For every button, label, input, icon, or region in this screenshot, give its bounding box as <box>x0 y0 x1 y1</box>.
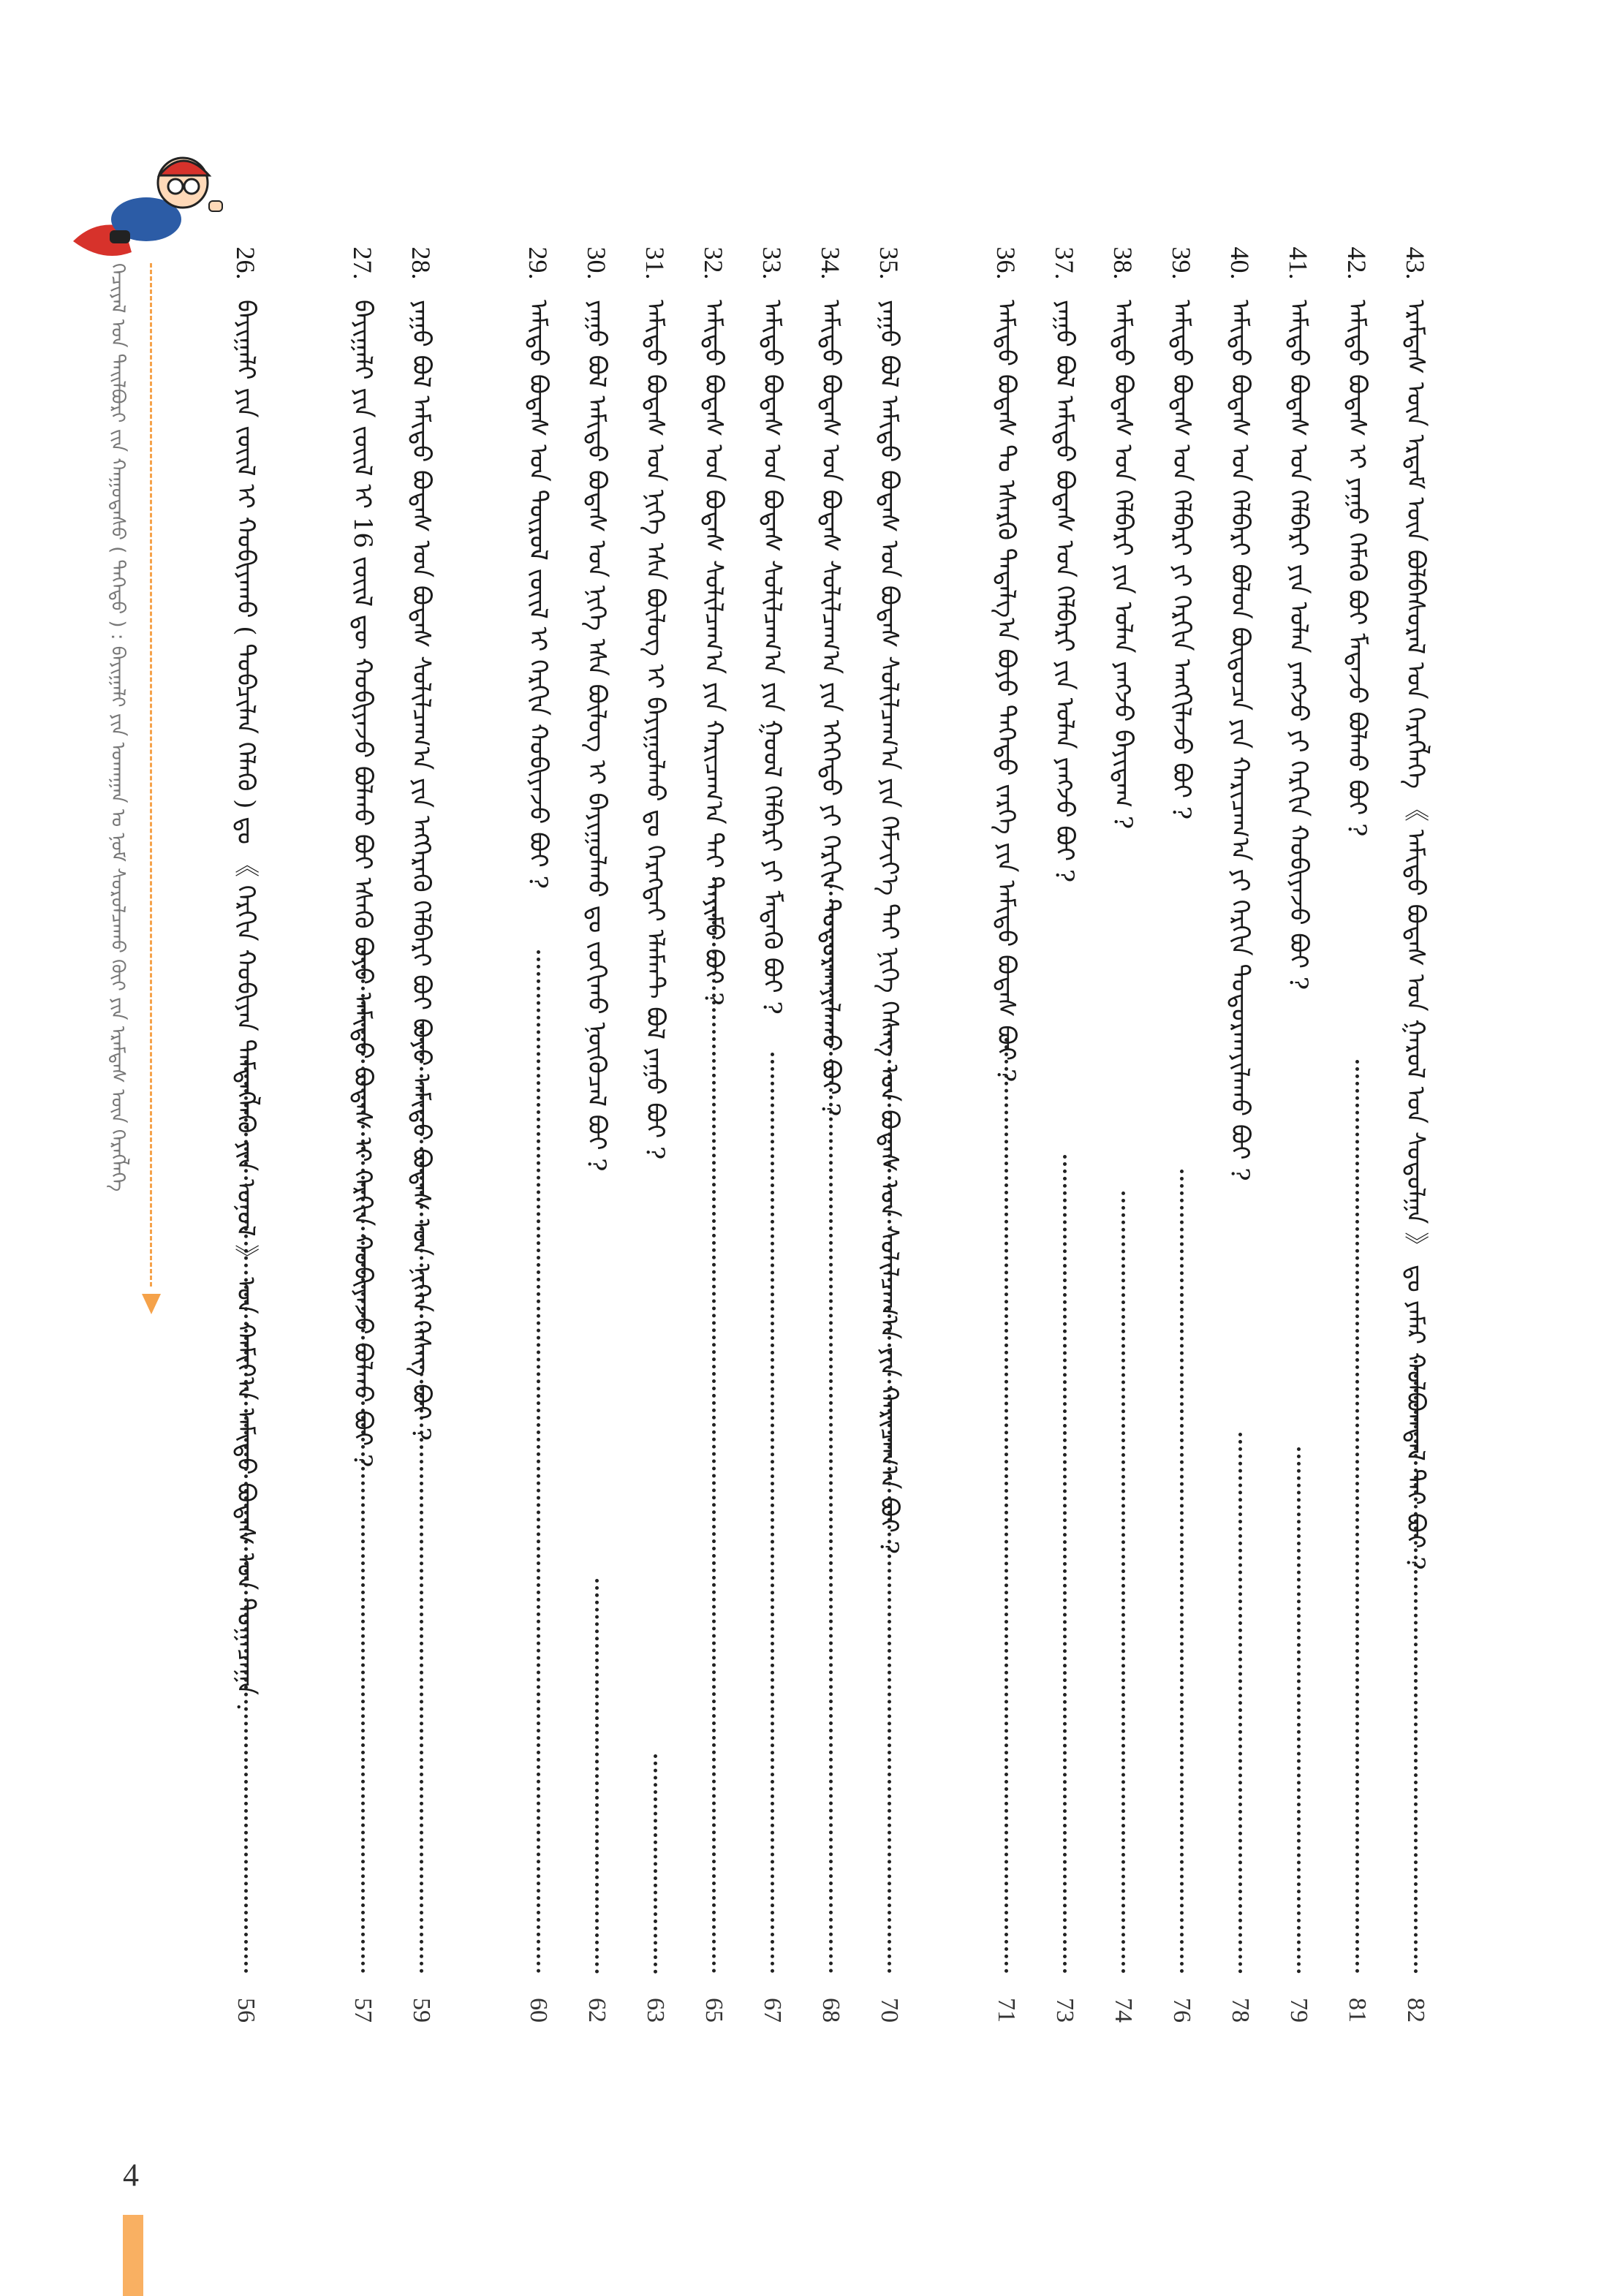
toc-entry-page: 65 <box>700 1998 727 2023</box>
toc-leader-dots <box>244 1060 248 1974</box>
toc-entry-number: 42. <box>1342 246 1372 280</box>
toc-leader-dots <box>1121 1191 1125 1974</box>
accent-tab <box>123 2215 143 2296</box>
toc-entry-title: ᠠᠮᠢᠳᠤ ᠪᠣᠳᠠᠰ ᠤᠨ ᠪᠣᠳᠠᠰ ᠰᠣᠯᠢᠯᠴᠠᠭ᠎ᠠ ᠶᠢᠨ ᠭᠣᠣᠯ ᠬᠡᠯᠪᠡᠷᠢ ᠶᠢ ᠮᠡᠳᠡᠬᠦ ᠪᠤᠢ ? <box>757 300 787 1015</box>
toc-entry-title: ᠠᠮᠢᠳᠤ ᠪᠣᠳᠠᠰ ᠤᠨ ᠪᠣᠳᠠᠰ ᠰᠣᠯᠢᠯᠴᠠᠭ᠎ᠠ ᠶᠢᠨ ᠬᠠᠷᠢᠴᠠᠭ᠎ᠠ ᠲᠠᠢ ᠲᠡᠶᠢᠮᠦ ᠪᠤᠢ ? <box>699 300 728 1006</box>
toc-entry-page: 82 <box>1402 1998 1429 2023</box>
toc-entry-number: 32. <box>699 246 728 280</box>
toc-entry-title: ᠶᠠᠭᠤ ᠪᠣᠯ ᠠᠮᠢᠳᠤ ᠪᠣᠳᠠᠰ ᠤᠨ ᠬᠡᠯᠪᠡᠷᠢ ᠶᠢᠨ ᠣᠯᠠᠨ ᠶᠠᠩᠵᠤ ᠪᠤᠢ ? <box>1050 300 1079 883</box>
toc-entry-page: 63 <box>642 1998 669 2023</box>
toc-entry-title: ᠠᠮᠢᠳᠤ ᠪᠣᠳᠠᠰ ᠲᠤ ᠡᠰᠡᠷᠭᠦ ᠲᠠᠲᠠᠯᠭ᠎ᠠ ᠪᠤᠶᠤ ᠳᠡᠭᠡᠳᠦ ᠵᠡᠷᠭᠡ ᠶᠢᠨ ᠠᠮᠢᠳᠤ ᠪᠣᠳᠠᠰ ᠪᠤᠢ ? <box>991 300 1021 1083</box>
toc-entry-title: ᠠᠮᠢᠳᠤ ᠪᠣᠳᠠᠰ ᠤᠨ ᠬᠡᠯᠪᠡᠷᠢ ᠶᠢ ᠬᠡᠷᠬᠢᠨ ᠠᠩᠭᠢᠯᠠᠵᠤ ᠪᠤᠢ ? <box>1167 300 1196 820</box>
toc-entry[interactable] <box>1275 241 1322 2032</box>
toc-entry-page: 74 <box>1110 1998 1137 2023</box>
toc-entry-page: 59 <box>408 1998 435 2023</box>
toc-entry-page: 79 <box>1285 1998 1312 2023</box>
toc-entry[interactable] <box>1100 241 1146 2032</box>
toc-leader-dots <box>712 877 716 1974</box>
toc-entry[interactable] <box>1392 241 1439 2032</box>
toc-leader-dots <box>1063 1155 1067 1974</box>
toc-leader-dots <box>361 950 365 1974</box>
toc-entry[interactable] <box>515 241 561 2032</box>
toc-entry-title: ᠶᠠᠭᠤ ᠪᠣᠯ ᠠᠮᠢᠳᠤ ᠪᠣᠳᠠᠰ ᠤᠨ ᠨᠢᠭᠡ ᠡᠰᠡ ᠪᠦᠯᠦᠭ ᠢ ᠪᠠᠶᠢᠭᠤᠯᠬᠤ ᠳᠤ ᠵᠣᠬᠢᠬᠤ ᠨᠥᠬᠦᠴᠡᠯ ᠪᠤᠢ ? <box>582 300 611 1172</box>
toc-entry-number: 29. <box>523 246 553 280</box>
toc-entry-number: 43. <box>1401 246 1430 280</box>
toc-entry[interactable] <box>749 241 795 2032</box>
toc-entry[interactable] <box>339 241 386 2032</box>
toc-entry-page: 67 <box>759 1998 786 2023</box>
toc-entry[interactable] <box>1158 241 1205 2032</box>
toc-entry[interactable] <box>983 241 1029 2032</box>
toc-leader-dots <box>420 1023 423 1974</box>
toc-entry-title: ᠠᠮᠢᠳᠤ ᠪᠣᠳᠠᠰ ᠢ ᠶᠠᠭᠤ ᠬᠡᠮᠡᠬᠦ ᠪᠤᠢ ᠮᠡᠳᠡᠵᠦ ᠪᠣᠯᠬᠤ ᠪᠤᠢ ? <box>1342 300 1372 837</box>
toc-entry-number: 36. <box>991 246 1021 280</box>
toc-entry-number: 27. <box>348 246 377 280</box>
toc-leader-dots <box>595 1579 599 1974</box>
toc-entry-title: ᠡᠷᠡᠮᠳᠡᠰ ᠦᠨ ᠡᠷᠳᠡᠮ ᠦᠨ ᠪᠣᠯᠪᠠᠰᠤᠷᠠᠯ ᠤᠨ ᠬᠡᠷᠡᠭᠯᠡᠭᠡ 《 ᠠᠮᠢᠳᠤ ᠪᠣᠳᠠᠰ ᠤᠨ ᠭᠠᠷᠤᠯ ᠤᠨ ᠰᠤᠳᠤᠯᠭᠠ 》 ᠳᠤ ᠶᠠᠮᠠᠷ ᠬᠣᠯᠪᠣᠭᠳᠠᠯ ᠲᠠᠢ ᠪᠤᠢ ? <box>1401 300 1430 1570</box>
toc-entry-title: ᠶᠠᠭᠤ ᠪᠣᠯ ᠠᠮᠢᠳᠤ ᠪᠣᠳᠠᠰ ᠤᠨ ᠪᠣᠳᠠᠰ ᠰᠣᠯᠢᠯᠴᠠᠭ᠎ᠠ ᠶᠢᠨ ᠬᠡᠮᠵᠢᠶ᠎ᠡ ᠲᠠᠢ ᠨᠢᠭᠡ ᠬᠡᠰᠡᠭ ᠤᠨ ᠪᠣᠳᠠᠰ ᠤᠨ ᠰᠣᠯᠢᠯᠴᠠᠭ᠎ᠠ ᠶᠢᠨ ᠬᠠᠷᠢᠴᠠᠭ᠎ᠠ ᠪᠤᠢ ? <box>874 300 904 1554</box>
toc-entry[interactable] <box>632 241 678 2032</box>
toc-entry-page: 70 <box>876 1998 903 2023</box>
toc-entry-title: ᠠᠮᠢᠳᠤ ᠪᠣᠳᠠᠰ ᠤᠨ ᠨᠢᠭᠡ ᠡᠰᠡ ᠪᠦᠯᠦᠭ ᠢ ᠪᠠᠶᠢᠭᠤᠯᠬᠤ ᠳᠤ ᠬᠡᠷᠡᠭᠲᠡᠶ ᠡᠯᠡᠮᠡᠨᠲ ᠪᠣᠯ ᠶᠠᠭᠤ ᠪᠤᠢ ? <box>640 300 670 1160</box>
toc-entry[interactable] <box>690 241 737 2032</box>
toc-leader-dots <box>654 1754 657 1974</box>
toc-entry-number: 40. <box>1225 246 1255 280</box>
toc-entry-page: 71 <box>993 1998 1020 2023</box>
toc-leader-dots <box>1414 1360 1418 1974</box>
toc-entry-page: 57 <box>349 1998 377 2023</box>
running-header <box>101 263 145 1301</box>
toc-entry[interactable] <box>807 241 854 2032</box>
running-header-text: ᠬᠡᠴᠢᠶᠡᠯ ᠤᠨ ᠲᠠᠢᠯᠪᠤᠷᠢ ᠵᠢᠨ ᠬᠠᠭᠤᠳᠠᠰᠤ ( ᠳᠡᠭᠡᠳᠦ ) : ᠪᠠᠶᠢᠭᠠᠯᠢ ᠶᠢᠨ ᠤᠬᠠᠭᠠᠨ ᠤ ᠨᠣᠮ ᠰᠤᠷᠤᠯᠴᠠᠬᠤ ᠬᠦᠢ ᠶᠢᠨ ᠡᠷᠡᠮᠳᠡᠰ ᠦᠨ ᠬᠡᠷᠡᠭᠯᠡᠭᠡ <box>107 263 129 1192</box>
toc-entry[interactable] <box>1217 241 1263 2032</box>
toc-entry-page: 73 <box>1051 1998 1078 2023</box>
toc-entry-number: 31. <box>640 246 670 280</box>
toc-entry[interactable] <box>866 241 912 2032</box>
header-dashed-line <box>150 263 152 1287</box>
toc-entry-page: 81 <box>1344 1998 1371 2023</box>
toc-entry-page: 56 <box>232 1998 260 2023</box>
toc-entry[interactable] <box>573 241 620 2032</box>
toc-entry-title: ᠪᠠᠶᠢᠭᠠᠯᠢ ᠶᠢᠨ ᠵᠦᠢᠯ ᠢ 16 ᠵᠦᠢᠯ ᠳᠦ ᠬᠤᠪᠢᠶᠠᠵᠤ ᠪᠣᠯᠬᠤ ᠪᠤᠢ ᠡᠰᠡᠬᠦ ᠪᠤᠶᠤ ᠠᠮᠢᠳᠤ ᠪᠣᠳᠠᠰ ᠢ ᠬᠡᠷᠬᠢᠨ ᠬᠤᠪᠢᠶᠠᠵᠤ ᠪᠣᠯᠬᠤ ᠪᠤᠢ ? <box>348 300 377 1468</box>
toc-entry-title: ᠠᠮᠢᠳᠤ ᠪᠣᠳᠠᠰ ᠤᠨ ᠪᠣᠳᠠᠰ ᠰᠣᠯᠢᠯᠴᠠᠭ᠎ᠠ ᠶᠢᠨ ᠡᠭᠡᠭᠡᠳᠦ ᠶᠢ ᠬᠡᠷᠬᠢᠨ ᠲᠣᠳᠤᠷᠬᠠᠶᠢᠯᠠᠬᠤ ᠪᠤᠢ ? <box>816 300 845 1117</box>
toc-entry-title: ᠠᠮᠢᠳᠤ ᠪᠣᠳᠠᠰ ᠤᠨ ᠬᠡᠯᠪᠡᠷᠢ ᠶᠢᠨ ᠣᠯᠠᠨ ᠶᠠᠩᠵᠤ ᠶᠢ ᠬᠡᠷᠬᠢᠨ ᠬᠤᠪᠢᠶᠠᠵᠤ ᠪᠤᠢ ? <box>1284 300 1313 990</box>
toc-leader-dots <box>771 1053 774 1974</box>
toc-entry-number: 30. <box>582 246 611 280</box>
toc-entry-page: 76 <box>1168 1998 1195 2023</box>
toc-entry-number: 26. <box>231 246 260 280</box>
page-number: 4 <box>123 2157 139 2193</box>
toc-leader-dots <box>1238 1433 1242 1974</box>
toc-entry-title: ᠪᠠᠶᠢᠭᠠᠯᠢ ᠶᠢᠨ ᠵᠦᠢᠯ ᠢ ᠬᠤᠪᠢᠶᠠᠬᠤ ( ᠲᠣᠪᠴᠢᠯᠠᠨ ᠬᠡᠯᠡᠬᠦ ) ᠳᠤ 《 ᠬᠡᠷᠬᠢᠨ ᠬᠤᠪᠢᠶᠠᠨ ᠲᠡᠮᠳᠡᠭᠯᠡᠬᠦ ᠶᠢᠨ ᠤᠨᠤᠯ 》 ᠤᠨ ᠬᠠᠮᠢᠶ᠎ᠠ ᠠᠮᠢᠳᠤ ᠪᠣᠳᠠᠰ ᠤᠨ ᠲᠣᠭᠠᠴᠠᠭᠠ . <box>231 300 260 1711</box>
toc-leader-dots <box>537 950 540 1974</box>
toc-entry-title: ᠠᠮᠢᠳᠤ ᠪᠣᠳᠠᠰ ᠤᠨ ᠬᠡᠯᠪᠡᠷᠢ ᠪᠣᠯᠤᠨ ᠪᠦᠲᠦᠴᠡ ᠶᠢᠨ ᠬᠠᠷᠢᠴᠠᠭ᠎ᠠ ᠶᠢ ᠬᠡᠷᠬᠢᠨ ᠲᠣᠳᠤᠷᠬᠠᠶᠢᠯᠠᠬᠤ ᠪᠤᠢ ? <box>1225 300 1255 1181</box>
toc-leader-dots <box>1297 1447 1301 1974</box>
toc-entry[interactable] <box>398 241 444 2032</box>
toc-leader-dots <box>1355 1060 1359 1974</box>
mascot-illustration <box>66 132 227 270</box>
toc-entry-page: 68 <box>817 1998 844 2023</box>
toc-entry[interactable] <box>1041 241 1088 2032</box>
toc-entry-number: 37. <box>1050 246 1079 280</box>
toc-entry[interactable] <box>222 241 269 2032</box>
toc-entry-page: 62 <box>583 1998 610 2023</box>
toc-entry-number: 34. <box>816 246 845 280</box>
toc-entry-number: 33. <box>757 246 787 280</box>
toc-entry-number: 35. <box>874 246 904 280</box>
toc-entry-title: ᠶᠠᠭᠤ ᠪᠣᠯ ᠠᠮᠢᠳᠤ ᠪᠣᠳᠠᠰ ᠤᠨ ᠪᠣᠳᠠᠰ ᠰᠣᠯᠢᠯᠴᠠᠭ᠎ᠠ ᠶᠢᠨ ᠡᠩᠭᠡᠷᠡᠭᠦ ᠬᠡᠯᠪᠡᠷᠢ ᠪᠤᠢ ᠪᠤᠶᠤ ᠠᠮᠢᠳᠤ ᠪᠣᠳᠠᠰ ᠤᠨ ᠨᠢᠭᠡᠨ ᠬᠡᠰᠡᠭ ᠪᠤᠢ ? <box>406 300 436 1441</box>
toc-entry-page: 78 <box>1227 1998 1254 2023</box>
toc-entry-title: ᠠᠮᠢᠳᠤ ᠪᠣᠳᠠᠰ ᠤᠨ ᠲᠦᠷᠦᠯ ᠵᠦᠢᠯ ᠢ ᠬᠡᠷᠬᠢᠨ ᠬᠤᠪᠢᠶᠠᠵᠤ ᠪᠤᠢ ? <box>523 300 553 889</box>
toc-entry[interactable] <box>1333 241 1380 2032</box>
header-arrow-icon <box>142 1294 161 1314</box>
toc-leader-dots <box>1005 1038 1008 1974</box>
toc-entry-title: ᠠᠮᠢᠳᠤ ᠪᠣᠳᠠᠰ ᠤᠨ ᠬᠡᠯᠪᠡᠷᠢ ᠶᠢᠨ ᠣᠯᠠᠨ ᠶᠠᠩᠵᠤ ᠪᠠᠶᠢᠳᠠᠭ ? <box>1108 300 1138 830</box>
toc-entry-number: 38. <box>1108 246 1138 280</box>
toc-leader-dots <box>1180 1170 1184 1974</box>
toc-entry-number: 41. <box>1284 246 1313 280</box>
toc-entry-number: 28. <box>406 246 436 280</box>
toc-entry-page: 60 <box>525 1998 552 2023</box>
toc-leader-dots <box>888 1023 891 1974</box>
toc-entry-number: 39. <box>1167 246 1196 280</box>
toc-leader-dots <box>829 877 833 1974</box>
